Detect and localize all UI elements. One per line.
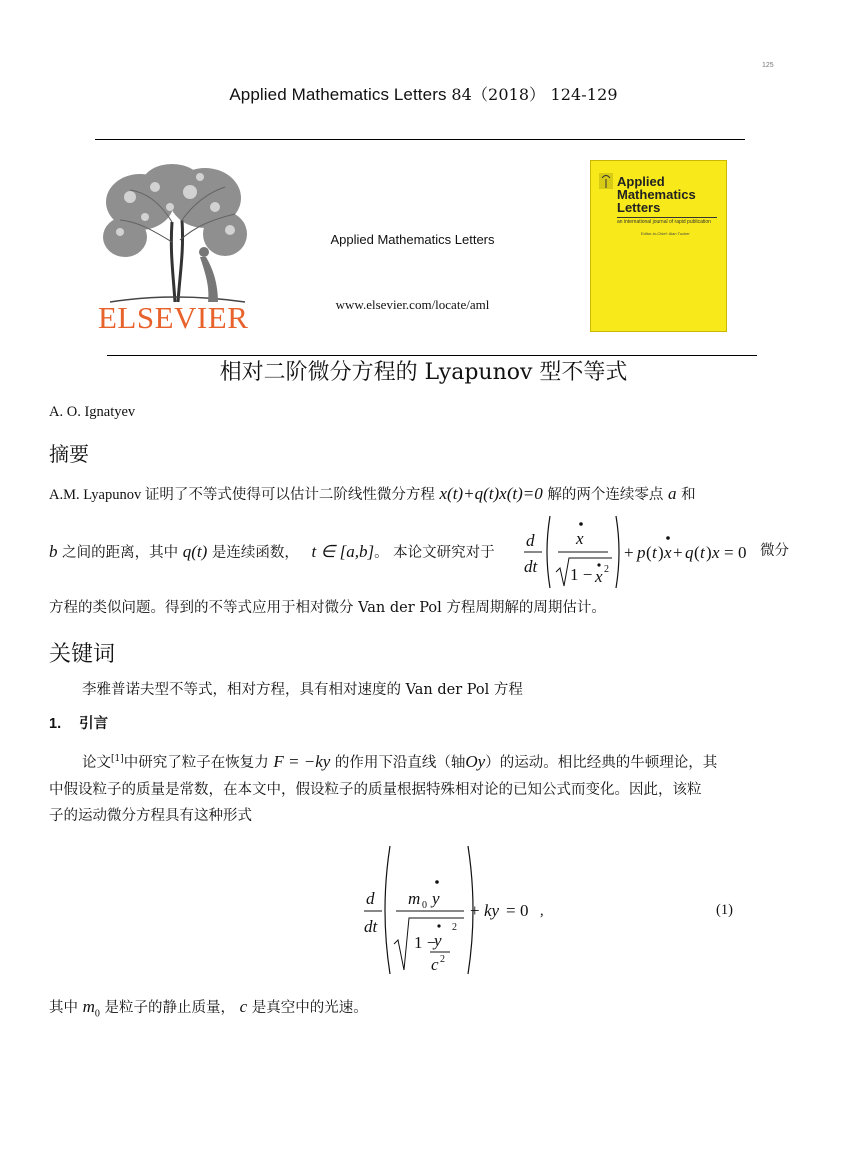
cover-rule [617, 217, 717, 218]
svg-text:2: 2 [440, 954, 445, 965]
svg-text:2: 2 [452, 922, 457, 933]
journal-cover-image [590, 160, 727, 332]
intro-line-3: 子的运动微分方程具有这种形式 [49, 808, 252, 824]
article-author: A. O. Ignatyev [49, 404, 136, 420]
svg-text:t: t [652, 543, 657, 562]
svg-text:x: x [595, 567, 603, 586]
svg-text:): ) [706, 543, 712, 562]
svg-text:c: c [431, 955, 439, 974]
cover-editor: Editor-in-Chief: Alan Tucker [641, 231, 690, 236]
cover-elsevier-mini-logo [599, 173, 613, 189]
cover-title-line-2: Mathematics [617, 187, 696, 202]
equation-linear-ode: x(t)+q(t)x(t)=0 [439, 484, 543, 503]
svg-text:0: 0 [738, 543, 747, 562]
abstract-text: 之间的距离，其中 [62, 545, 179, 561]
keywords-text: 李雅普诺夫型不等式，相对方程，具有相对速度的 Van der Pol 方程 [82, 682, 523, 698]
svg-text:0: 0 [520, 901, 529, 920]
abstract-line-1 [49, 483, 696, 506]
intro-text: ）的运动。相比经典的牛顿理论，其 [485, 754, 718, 771]
intro-text: 的作用下沿直线（轴 [334, 754, 466, 771]
svg-text:0: 0 [422, 900, 427, 911]
intro-text: 是真空中的光速。 [251, 1000, 368, 1016]
keywords-heading: 关键词 [49, 642, 116, 667]
volume-info: 84（2018） 124-129 [451, 85, 618, 104]
symbol-m0: $m_0$ [82, 997, 100, 1020]
interval-t-in-ab: t ∈ [a,b] [311, 542, 375, 561]
equation-1-comma: , [540, 903, 544, 919]
svg-text:m: m [408, 889, 421, 908]
svg-text:d: d [526, 531, 535, 550]
svg-text:t: t [700, 543, 705, 562]
abstract-text-tail: 微分 [760, 543, 789, 559]
svg-text:ky: ky [484, 901, 500, 920]
article-title: 相对二阶微分方程的 Lyapunov 型不等式 [219, 360, 628, 385]
svg-text:+: + [470, 901, 480, 920]
journal-name: Applied Mathematics Letters [229, 85, 447, 104]
abstract-text: 是连续函数， [211, 545, 299, 561]
abstract-line-3: 方程的类似问题。得到的不等式应用于相对微分 Van der Pol 方程周期解的周期估计。 [49, 600, 606, 616]
intro-text: 论文 [82, 754, 111, 771]
svg-text:x: x [712, 543, 720, 562]
abstract-line-2a [49, 541, 495, 564]
svg-text:1 −: 1 − [414, 933, 437, 952]
svg-text:): ) [658, 543, 664, 562]
intro-text: 中研究了粒子在恢复力 [123, 754, 269, 771]
section-title: 引言 [79, 715, 109, 732]
svg-text:=: = [724, 543, 734, 562]
journal-url: www.elsevier.com/locate/aml [335, 297, 490, 312]
svg-text:d: d [366, 889, 375, 908]
equation-relativistic-ode [520, 512, 760, 592]
svg-text:dt: dt [524, 557, 538, 576]
top-rule [95, 139, 745, 140]
svg-text:(: ( [694, 543, 700, 562]
symbol-c: c [239, 997, 248, 1016]
intro-text: 是粒子的静止质量， [104, 1000, 235, 1016]
equation-number: (1) [716, 902, 733, 918]
section-number: 1. [49, 716, 62, 732]
section-heading-introduction [49, 712, 108, 733]
symbol-q-t: q(t) [182, 542, 208, 561]
svg-text:+: + [624, 543, 634, 562]
svg-text:2: 2 [604, 564, 609, 575]
svg-text:=: = [506, 901, 516, 920]
abstract-text: 解的两个连续零点 [547, 487, 664, 503]
equation-1-relativistic-motion [360, 842, 550, 978]
banner-journal-name: Applied Mathematics Letters [330, 232, 495, 247]
svg-text:(: ( [646, 543, 652, 562]
axis-oy: Oy [465, 751, 486, 771]
svg-text:q: q [685, 543, 694, 562]
svg-text:x: x [576, 529, 584, 548]
equation-restoring-force: F = −ky [273, 751, 331, 771]
symbol-a: a [667, 484, 677, 503]
abstract-heading: 摘要 [49, 442, 89, 466]
intro-text: 其中 [49, 1000, 78, 1016]
svg-text:y: y [434, 931, 442, 950]
svg-text:x: x [664, 543, 672, 562]
svg-text:p: p [637, 543, 646, 562]
abstract-text: A.M. Lyapunov 证明了不等式使得可以估计二阶线性微分方程 [49, 487, 435, 503]
svg-text:1 −: 1 − [570, 565, 593, 584]
cover-title-line-3: Letters [617, 200, 661, 215]
intro-line-2: 中假设粒子的质量是常数，在本文中，假设粒子的质量根据特殊相对论的已知公式而变化。因此，该粒 [49, 782, 702, 798]
svg-text:y: y [432, 889, 440, 908]
svg-text:dt: dt [364, 917, 378, 936]
cover-title [617, 175, 696, 214]
page-number-mark: 125 [762, 62, 774, 69]
intro-line-1 [82, 749, 717, 774]
svg-text:+: + [673, 543, 683, 562]
intro-after-equation [49, 996, 368, 1024]
cover-title-line-1: Applied [617, 174, 665, 189]
abstract-text: 。 本论文研究对于 [374, 545, 495, 561]
elsevier-wordmark: ELSEVIER [98, 300, 249, 335]
journal-citation-header [0, 82, 847, 105]
cover-subtitle: an international journal of rapid publication [617, 219, 711, 225]
abstract-text: 和 [681, 487, 696, 503]
citation-ref[interactable]: [1] [111, 754, 124, 764]
symbol-b: b [49, 542, 58, 561]
